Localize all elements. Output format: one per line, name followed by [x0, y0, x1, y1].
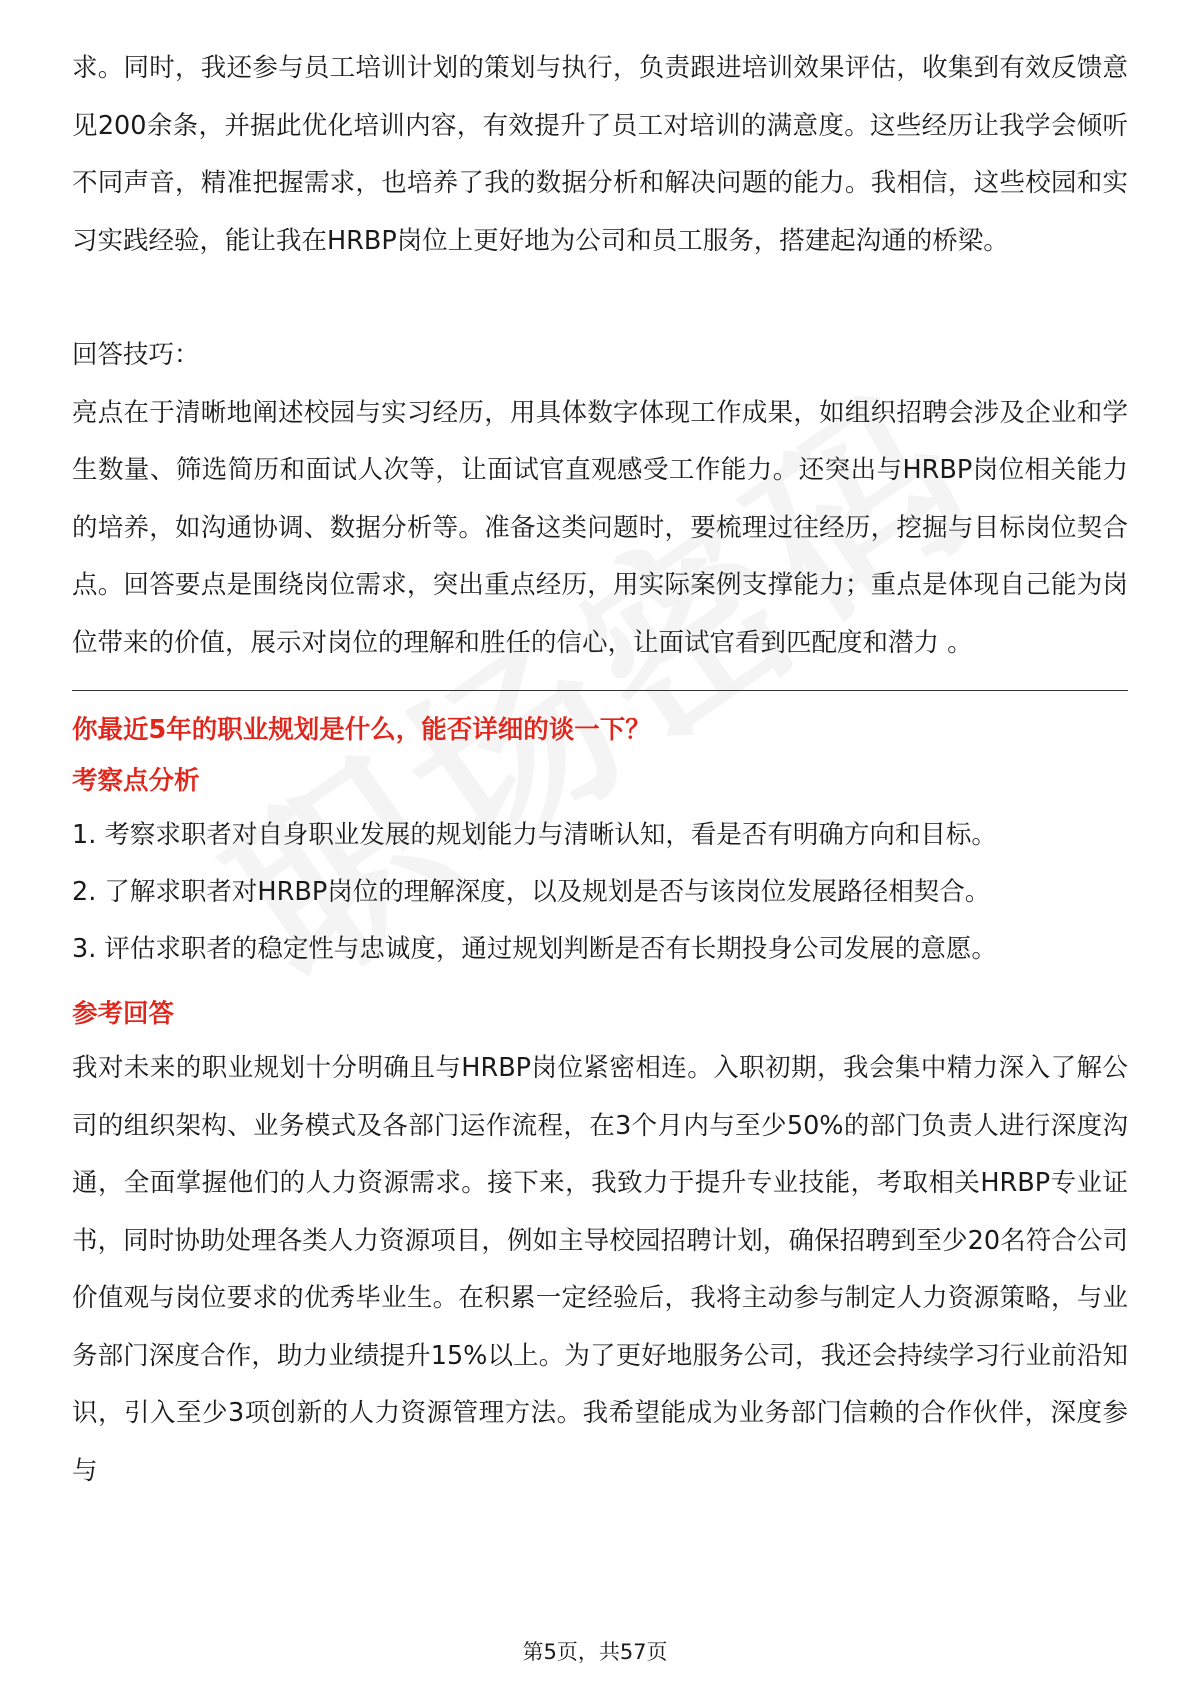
analysis-list: [72, 807, 1128, 978]
analysis-item: 2. 了解求职者对HRBP岗位的理解深度，以及规划是否与该岗位发展路径相契合。: [72, 877, 991, 907]
tips-label: 回答技巧：: [72, 340, 200, 370]
page-footer: 第5页，共57页: [522, 1640, 668, 1664]
analysis-item: 3. 评估求职者的稳定性与忠诚度，通过规划判断是否有长期投身公司发展的意愿。: [72, 934, 997, 964]
tips-paragraph: 亮点在于清晰地阐述校园与实习经历，用具体数字体现工作成果，如组织招聘会涉及企业和学生数量、筛选简历和面试人次等，让面试官直观感受工作能力。还突出与HRBP岗位相关能力的培养，如沟通协调、数据分析等。准备这类问题时，要梳理过往经历，挖掘与目标岗位契合点。回答要点是围绕岗位需求，突出重点经历，用实际案例支撑能力；重点是体现自己能为岗位带来的价值，展示对岗位的理解和胜任的信心，让面试官看到匹配度和潜力 。: [72, 397, 1128, 658]
reference-title: 参考回答: [72, 999, 175, 1029]
analysis-title: 考察点分析: [72, 766, 200, 796]
spacer: [72, 270, 1128, 327]
reference-paragraph: 我对未来的职业规划十分明确且与HRBP岗位紧密相连。入职初期，我会集中精力深入了解公司的组织架构、业务模式及各部门运作流程，在3个月内与至少50%的部门负责人进行深度沟通，全面掌握他们的人力资源需求。接下来，我致力于提升专业技能，考取相关HRBP专业证书，同时协助处理各类人力资源项目，例如主导校园招聘计划，确保招聘到至少20名符合公司价值观与岗位要求的优秀毕业生。在积累一定经验后，我将主动参与制定人力资源策略，与业务部门深度合作，助力业绩提升15%以上。为了更好地服务公司，我还会持续学习行业前沿知识，引入至少3项创新的人力资源管理方法。我希望能成为业务部门信赖的合作伙伴，深度参与: [72, 1053, 1128, 1486]
intro-paragraph: 求。同时，我还参与员工培训计划的策划与执行，负责跟进培训效果评估，收集到有效反馈意见200余条，并据此优化培训内容，有效提升了员工对培训的满意度。这些经历让我学会倾听不同声音，精准把握需求，也培养了我的数据分析和解决问题的能力。我相信，这些校园和实习实践经验，能让我在HRBP岗位上更好地为公司和员工服务，搭建起沟通的桥梁。: [72, 53, 1128, 256]
spacer: [72, 978, 1128, 988]
document-page: [72, 40, 1128, 1500]
section-divider: [72, 690, 1128, 691]
question-heading: 你最近5年的职业规划是什么，能否详细的谈一下？: [72, 715, 651, 745]
analysis-item: 1. 考察求职者对自身职业发展的规划能力与清晰认知，看是否有明确方向和目标。: [72, 820, 997, 850]
